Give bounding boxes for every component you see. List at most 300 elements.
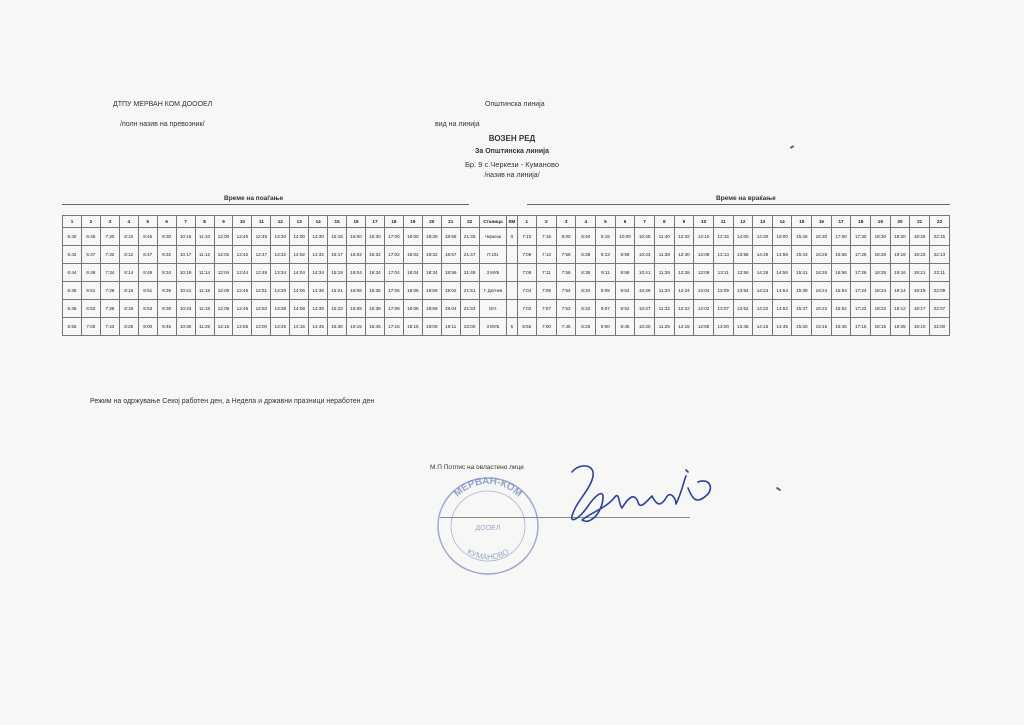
departure-underline [62,204,469,205]
return-time: 16:22 [812,300,832,318]
station-name: П.101 [479,246,507,264]
departure-number-header: 12 [271,216,290,228]
departure-time: 12:44 [233,264,252,282]
return-time: 9:45 [615,318,635,336]
departure-time: 18:15 [403,318,422,336]
return-number-header: 3 [556,216,576,228]
return-time: 8:25 [576,318,596,336]
departure-time: 10:30 [176,318,195,336]
departure-time: 7:30 [100,228,119,246]
km-value [507,282,517,300]
departure-time: 21:45 [460,228,479,246]
departure-time: 12:40 [233,228,252,246]
return-time: 17:00 [831,228,851,246]
return-time: 12:28 [674,264,694,282]
return-time: 14:24 [753,282,773,300]
km-value: 5 [507,318,517,336]
departure-time: 8:10 [119,228,138,246]
line-type: Општинска линија [485,101,545,108]
departure-time: 14:00 [290,228,309,246]
departure-number-header: 4 [119,216,138,228]
return-time: 12:24 [674,282,694,300]
return-time: 14:58 [772,246,792,264]
departure-time: 15:21 [328,282,347,300]
departure-time: 16:30 [366,228,385,246]
station-name: Черкези [479,228,507,246]
departure-time: 8:14 [119,264,138,282]
departure-time: 18:02 [403,246,422,264]
return-time: 9:07 [596,300,616,318]
table-row [63,246,950,264]
departure-time: 13:36 [271,282,290,300]
return-number-header: 16 [812,216,832,228]
departure-time: 17:06 [384,282,403,300]
return-time: 13:13 [713,246,733,264]
departure-time: 17:15 [384,318,403,336]
return-time: 16:45 [831,318,851,336]
line-type-caption: вид на линија [435,121,480,128]
departure-time: 6:48 [63,300,82,318]
departure-time: 18:34 [422,264,441,282]
departure-time: 21:53 [460,300,479,318]
departure-time: 6:47 [81,246,100,264]
return-time: 13:15 [713,228,733,246]
departure-time: 8:25 [119,318,138,336]
return-number-header: 15 [792,216,812,228]
return-time: 9:15 [596,228,616,246]
departure-number-header: 19 [403,216,422,228]
departure-number-header: 5 [138,216,157,228]
return-time: 14:54 [772,282,792,300]
return-time: 19:16 [890,264,910,282]
departure-time: 14:15 [290,318,309,336]
return-time: 12:15 [674,318,694,336]
return-time: 14:52 [772,300,792,318]
departure-time: 6:40 [63,228,82,246]
return-time: 15:39 [792,282,812,300]
departure-time: 12:49 [252,264,271,282]
departure-time: 12:15 [214,318,233,336]
departure-time: 12:51 [252,282,271,300]
return-time: 10:41 [635,264,655,282]
return-time: 13:06 [694,264,714,282]
departure-time: 18:04 [403,264,422,282]
return-time: 17:30 [851,228,871,246]
departure-time: 18:08 [403,300,422,318]
departure-number-header: 17 [366,216,385,228]
return-time: 10:30 [635,318,655,336]
departure-time: 9:38 [157,300,176,318]
return-time: 18:24 [871,282,891,300]
return-time: 14:30 [753,228,773,246]
departure-number-header: 9 [214,216,233,228]
departure-number-header: 21 [441,216,460,228]
document-subtitle: За Општинска линија [474,148,550,155]
departure-time: 14:04 [290,264,309,282]
return-time: 15:45 [792,228,812,246]
return-number-header: 9 [674,216,694,228]
departure-time: 12:02 [214,246,233,264]
departure-time: 12:48 [233,300,252,318]
departure-time: 15:17 [328,246,347,264]
return-time: 10:37 [635,300,655,318]
carrier-name: ДТПУ МЕРВАН КОМ ДОООЕЛ [113,101,213,108]
departure-label: Време на поаѓање [224,195,284,202]
return-time: 13:10 [694,228,714,246]
departure-time: 19:11 [441,318,460,336]
signature-label: М.П Потпис на овластено лице [430,464,524,471]
departure-time: 16:02 [347,246,366,264]
departure-time: 16:04 [347,264,366,282]
departure-time: 14:38 [309,300,328,318]
return-time: 18:26 [871,264,891,282]
departure-time: 6:55 [63,318,82,336]
departure-time: 8:49 [138,264,157,282]
return-number-header: 17 [831,216,851,228]
return-underline [527,204,950,205]
return-time: 17:26 [851,264,871,282]
return-time: 19:05 [890,318,910,336]
table-row [63,300,950,318]
return-time: 13:04 [694,282,714,300]
departure-time: 10:15 [176,228,195,246]
return-time: 10:43 [635,246,655,264]
scan-mark [776,487,781,492]
departure-time: 11:10 [195,228,214,246]
return-time: 15:00 [772,228,792,246]
return-time: 16:26 [812,264,832,282]
return-number-header: 6 [615,216,635,228]
departure-time: 8:47 [138,246,157,264]
return-time: 9:09 [596,282,616,300]
return-time: 14:22 [753,300,773,318]
table-row [63,318,950,336]
return-time: 7:09 [537,282,557,300]
station-name: Г. Делчев [479,282,507,300]
departure-time: 17:00 [384,228,403,246]
departure-time: 14:06 [290,282,309,300]
handwritten-signature [558,458,718,538]
return-time: 13:45 [733,318,753,336]
return-time: 19:10 [910,318,930,336]
departure-number-header: 10 [233,216,252,228]
return-time: 19:25 [910,228,930,246]
return-time: 13:52 [733,300,753,318]
departure-time: 7:00 [81,318,100,336]
return-number-header: 10 [694,216,714,228]
return-time: 7:04 [517,282,537,300]
departure-time: 18:56 [422,282,441,300]
return-time: 8:00 [556,228,576,246]
return-time: 22:15 [929,228,949,246]
return-time: 13:02 [694,300,714,318]
return-time: 19:23 [910,246,930,264]
return-time: 22:13 [929,246,949,264]
return-time: 16:15 [812,318,832,336]
departure-time: 7:34 [100,264,119,282]
return-time: 9:58 [615,246,635,264]
departure-time: 16:45 [366,318,385,336]
return-time: 19:19 [910,282,930,300]
return-time: 15:41 [792,264,812,282]
svg-text:МЕРВАН-КОМ [452,476,524,499]
departure-time: 12:42 [233,246,252,264]
return-time: 15:43 [792,246,812,264]
line-name: Бр. 9 с.Черкези - Куманово [464,160,560,169]
return-time: 19:17 [910,300,930,318]
return-time: 12:30 [674,246,694,264]
departure-time: 14:32 [309,246,328,264]
return-time: 16:56 [831,264,851,282]
departure-number-header: 2 [81,216,100,228]
departure-time: 9:34 [157,264,176,282]
return-time: 7:13 [537,246,557,264]
departure-time: 11:16 [195,282,214,300]
return-time: 16:54 [831,282,851,300]
table-row [63,228,950,246]
departure-time: 6:49 [81,264,100,282]
return-number-header: 14 [772,216,792,228]
departure-time: 9:00 [138,318,157,336]
stamp-outer-text: МЕРВАН-КОМ [452,475,524,500]
km-value [507,246,517,264]
departure-time: 7:36 [100,282,119,300]
departure-number-header: 14 [309,216,328,228]
departure-time: 12:47 [252,246,271,264]
return-time: 19:21 [910,264,930,282]
departure-time: 14:45 [309,318,328,336]
return-time: 18:30 [871,228,891,246]
return-time: 7:07 [537,300,557,318]
departure-time: 13:38 [271,300,290,318]
departure-time: 17:08 [384,300,403,318]
departure-time: 11:25 [195,318,214,336]
return-time: 7:06 [517,264,537,282]
departure-time: 11:18 [195,300,214,318]
return-time: 8:34 [576,282,596,300]
km-header: КМ [507,216,517,228]
departure-time: 18:00 [403,228,422,246]
return-time: 13:58 [733,246,753,264]
return-time: 9:52 [615,300,635,318]
return-time: 22:00 [929,318,949,336]
departure-number-header: 6 [157,216,176,228]
departure-time: 13:00 [252,318,271,336]
departure-time: 15:19 [328,264,347,282]
departure-time: 16:06 [347,282,366,300]
return-time: 9:11 [596,264,616,282]
return-number-header: 20 [890,216,910,228]
return-time: 13:08 [694,246,714,264]
return-time: 17:22 [851,300,871,318]
return-time: 10:45 [635,228,655,246]
departure-time: 14:36 [309,282,328,300]
departure-number-header: 22 [460,216,479,228]
departure-number-header: 20 [422,216,441,228]
return-time: 14:56 [772,264,792,282]
departure-number-header: 3 [100,216,119,228]
return-time: 16:24 [812,282,832,300]
return-time: 13:56 [733,264,753,282]
departure-time: 13:32 [271,246,290,264]
departure-number-header: 7 [176,216,195,228]
departure-time: 13:30 [271,228,290,246]
departure-time: 14:30 [309,228,328,246]
departure-time: 12:46 [233,282,252,300]
scan-mark [790,145,794,149]
return-time: 8:32 [576,300,596,318]
table-row [63,282,950,300]
departure-time: 16:38 [366,300,385,318]
return-time: 13:00 [713,318,733,336]
return-time: 10:00 [615,228,635,246]
return-time: 16:52 [831,300,851,318]
departure-time: 6:45 [81,228,100,246]
departure-time: 13:34 [271,264,290,282]
return-number-header: 4 [576,216,596,228]
departure-time: 8:53 [138,300,157,318]
km-value [507,300,517,318]
departure-time: 21:49 [460,264,479,282]
departure-time: 11:14 [195,264,214,282]
return-time: 10:39 [635,282,655,300]
return-time: 18:15 [871,318,891,336]
return-time: 11:34 [654,282,674,300]
return-time: 14:15 [753,318,773,336]
departure-time: 15:30 [328,318,347,336]
departure-time: 17:02 [384,246,403,264]
departure-time: 15:23 [328,300,347,318]
departure-time: 12:55 [233,318,252,336]
departure-time: 15:15 [328,228,347,246]
departure-time: 16:32 [366,246,385,264]
departure-time: 7:32 [100,246,119,264]
return-time: 14:26 [753,264,773,282]
departure-number-header: 1 [63,216,82,228]
departure-time: 16:36 [366,282,385,300]
return-number-header: 2 [537,216,557,228]
departure-time: 6:44 [63,264,82,282]
departure-time: 11:12 [195,246,214,264]
departure-time: 12:45 [252,228,271,246]
departure-time: 21:51 [460,282,479,300]
departure-time: 8:18 [119,300,138,318]
return-time: 19:18 [890,246,910,264]
document-title: ВОЗЕН РЕД [488,134,536,143]
return-number-header: 12 [733,216,753,228]
return-time: 12:55 [694,318,714,336]
return-time: 19:12 [890,300,910,318]
return-number-header: 22 [929,216,949,228]
departure-time: 17:04 [384,264,403,282]
table-row [63,264,950,282]
return-time: 16:30 [812,228,832,246]
departure-time: 12:06 [214,282,233,300]
operating-regime: Режим на одржување Секој работен ден, а Недела и државни празници неработен ден [90,398,375,405]
departure-time: 9:32 [157,246,176,264]
departure-time: 12:53 [252,300,271,318]
departure-time: 18:58 [422,300,441,318]
timetable-header-row [63,216,950,228]
return-time: 7:58 [556,246,576,264]
return-time: 13:11 [713,264,733,282]
return-time: 7:10 [517,228,537,246]
stamp-city-text: КУМАНОВО [465,547,511,562]
return-time: 16:28 [812,246,832,264]
departure-time: 18:32 [422,246,441,264]
departure-time: 12:08 [214,300,233,318]
departure-time: 10:17 [176,246,195,264]
return-time: 8:38 [576,246,596,264]
return-number-header: 8 [654,216,674,228]
timetable [62,215,950,336]
return-time: 7:11 [537,264,557,282]
return-label: Време на враќање [716,195,776,202]
return-time: 11:32 [654,300,674,318]
return-number-header: 11 [713,216,733,228]
return-time: 17:15 [851,318,871,336]
departure-time: 8:16 [119,282,138,300]
return-time: 22:09 [929,282,949,300]
departure-time: 6:53 [81,300,100,318]
return-time: 14:28 [753,246,773,264]
departure-time: 14:02 [290,246,309,264]
return-time: 13:07 [713,300,733,318]
return-number-header: 19 [871,216,891,228]
departure-time: 19:04 [441,300,460,318]
return-time: 15:37 [792,300,812,318]
carrier-caption: /полн назив на превозник/ [120,121,205,128]
station-name: 3 МУБ [479,318,507,336]
departure-time: 16:15 [347,318,366,336]
return-time: 18:22 [871,300,891,318]
return-number-header: 5 [596,216,616,228]
departure-time: 12:00 [214,228,233,246]
departure-time: 18:55 [441,228,460,246]
departure-time: 6:42 [63,246,82,264]
station-header: Станица [479,216,507,228]
company-stamp [432,468,544,578]
return-time: 8:40 [576,228,596,246]
departure-time: 9:45 [157,318,176,336]
return-time: 11:36 [654,264,674,282]
departure-time: 6:51 [81,282,100,300]
return-time: 19:14 [890,282,910,300]
return-time: 11:25 [654,318,674,336]
return-number-header: 21 [910,216,930,228]
departure-time: 19:05 [422,318,441,336]
departure-time: 7:38 [100,300,119,318]
line-name-caption: /назив на линија/ [484,172,540,179]
return-time: 14:00 [733,228,753,246]
return-time: 13:54 [733,282,753,300]
km-value: 0 [507,228,517,246]
return-number-header: 1 [517,216,537,228]
departure-time: 21:47 [460,246,479,264]
return-time: 7:08 [517,246,537,264]
return-time: 9:13 [596,246,616,264]
departure-time: 18:59 [441,264,460,282]
return-time: 7:45 [556,318,576,336]
return-time: 7:00 [537,318,557,336]
departure-time: 18:06 [403,282,422,300]
departure-time: 8:12 [119,246,138,264]
departure-time: 16:34 [366,264,385,282]
departure-time: 10:23 [176,300,195,318]
return-time: 13:09 [713,282,733,300]
return-time: 12:22 [674,300,694,318]
return-time: 19:20 [890,228,910,246]
